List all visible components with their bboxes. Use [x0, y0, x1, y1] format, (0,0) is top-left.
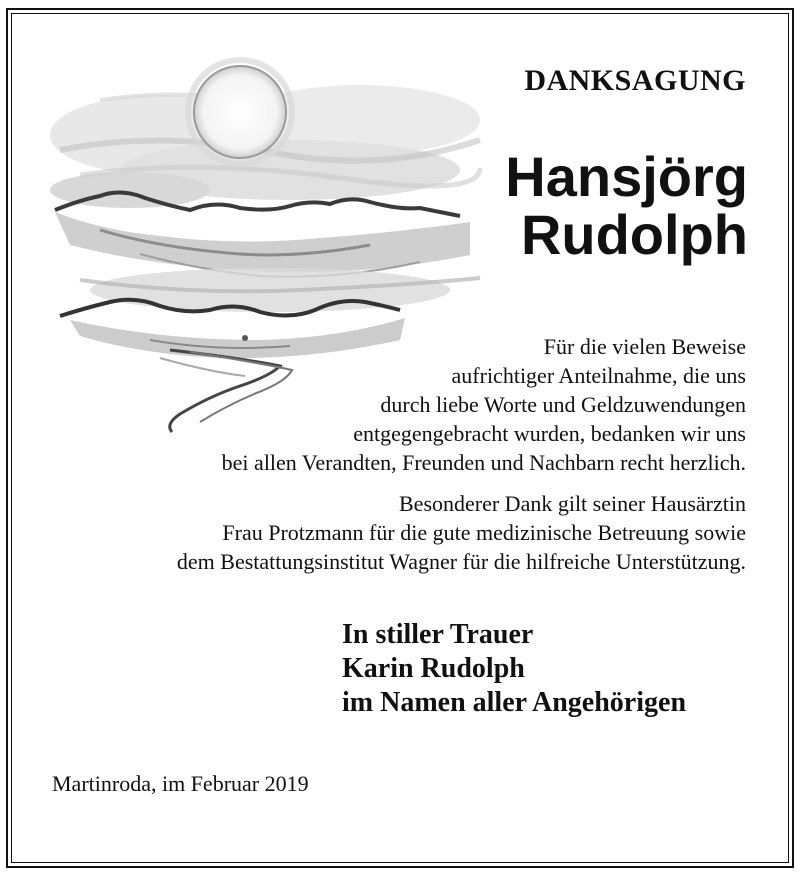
deceased-first-name: Hansjörg [505, 145, 748, 208]
signoff-line: Karin Rudolph [342, 653, 525, 684]
mourner-signoff [342, 618, 686, 720]
deceased-name [505, 145, 748, 266]
thanks-line: entgegengebracht wurden, bedanken wir uns [353, 421, 746, 446]
notice-heading: DANKSAGUNG [524, 64, 746, 97]
thanks-line: aufrichtiger Anteilnahme, die uns [451, 363, 746, 388]
special-thanks-line: dem Bestattungsinstitut Wagner für die hilfreiche Unterstützung. [176, 549, 746, 574]
signoff-line: im Namen aller Angehörigen [342, 687, 687, 718]
thanks-line: bei allen Verandten, Freunden und Nachbarn recht herzlich. [221, 450, 746, 475]
thanks-line: durch liebe Worte und Geldzuwendungen [380, 392, 746, 417]
special-thanks-line: Frau Protzmann für die gute medizinische Betreuung sowie [222, 520, 746, 545]
signoff-line: In stiller Trauer [342, 619, 534, 650]
deceased-last-name: Rudolph [520, 203, 748, 266]
place-date: Martinroda, im Februar 2019 [52, 771, 309, 796]
sun-icon [194, 66, 286, 158]
valley-wash [80, 268, 480, 312]
thanks-line: Für die vielen Beweise [543, 334, 746, 359]
thanks-paragraph [222, 332, 746, 477]
special-thanks-paragraph [177, 489, 746, 576]
special-thanks-line: Besonderer Dank gilt seiner Hausärztin [399, 491, 746, 516]
